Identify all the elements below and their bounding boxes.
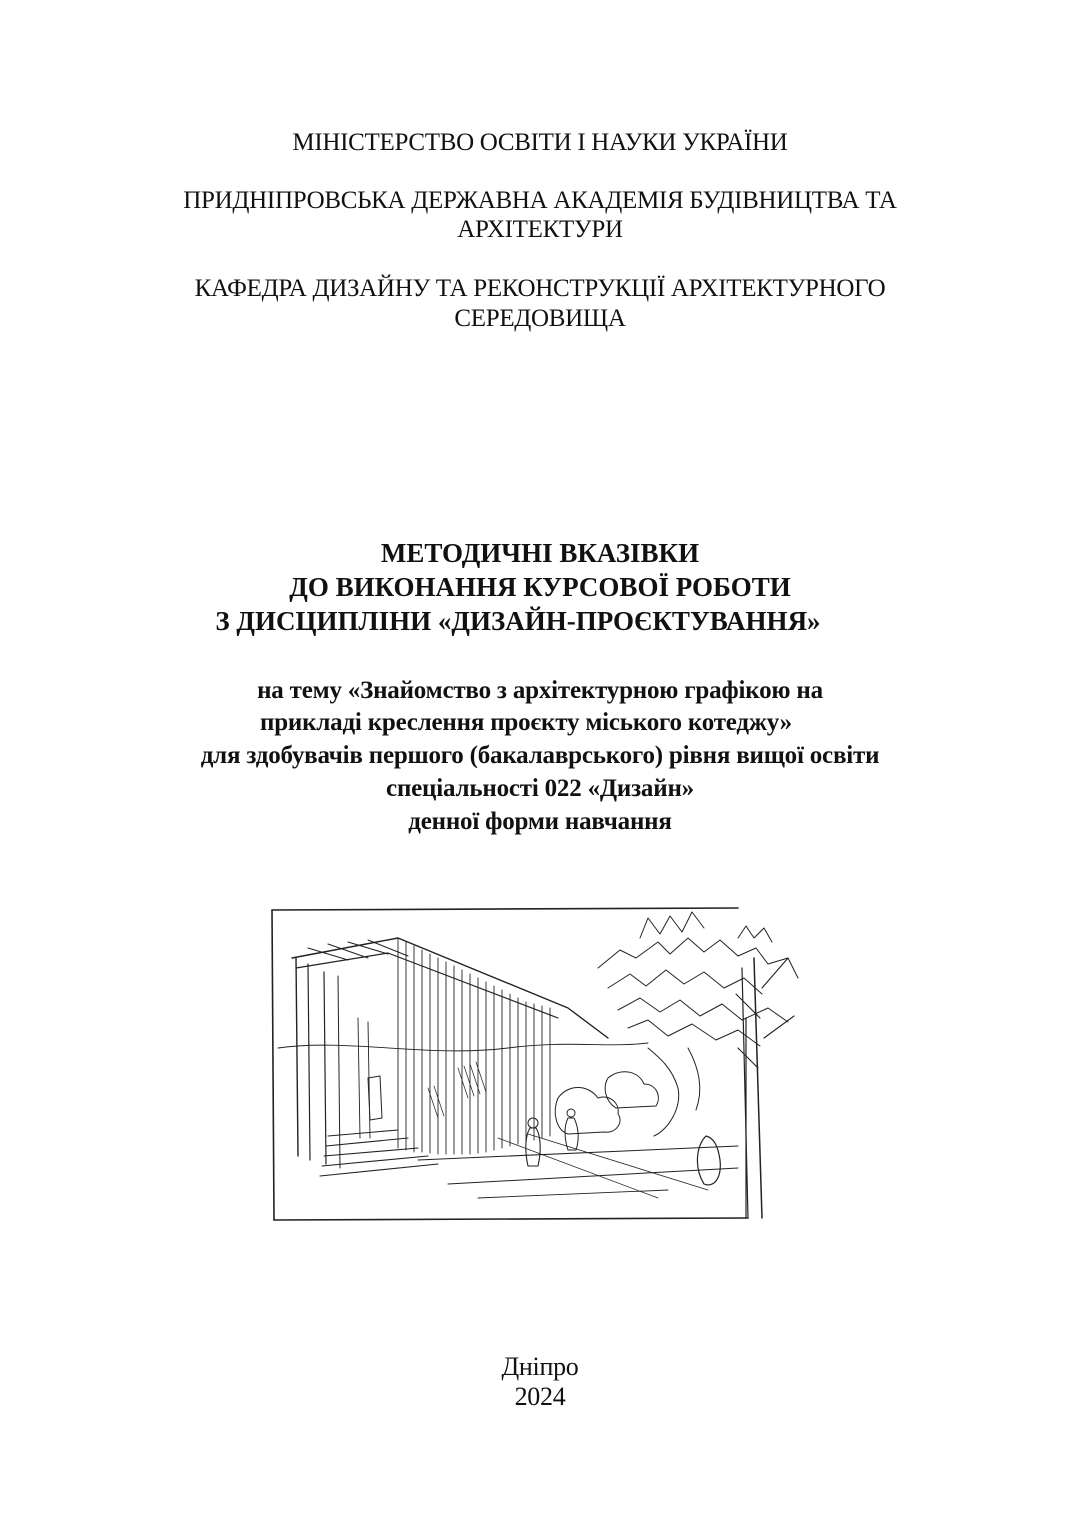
topic-line-2: прикладі креслення проєкту міського котеджу» [260, 709, 792, 736]
specialty-line: спеціальності 022 «Дизайн» [386, 775, 694, 802]
architectural-sketch-illustration [268, 898, 814, 1226]
study-form-line: денної форми навчання [408, 808, 672, 835]
department-name-line-1: КАФЕДРА ДИЗАЙНУ ТА РЕКОНСТРУКЦІЇ АРХІТЕКТУРНОГО [194, 275, 886, 302]
document-title-line-1: МЕТОДИЧНІ ВКАЗІВКИ [380, 538, 700, 568]
city: Дніпро [501, 1352, 579, 1381]
academy-name-line-2: АРХІТЕКТУРИ [457, 216, 623, 243]
academy-name-line-1: ПРИДНІПРОВСЬКА ДЕРЖАВНА АКАДЕМІЯ БУДІВНИЦТВА ТА [183, 187, 897, 214]
topic-line-1: на тему «Знайомство з архітектурною графікою на [257, 677, 823, 704]
document-title-line-2: ДО ВИКОНАННЯ КУРСОВОЇ РОБОТИ [289, 572, 791, 602]
department-name-line-2: СЕРЕДОВИЩА [454, 305, 626, 332]
document-title-line-3: З ДИСЦИПЛІНИ «ДИЗАЙН-ПРОЄКТУВАННЯ» [215, 606, 821, 636]
audience-line: для здобувачів першого (бакалаврського) рівня вищої освіти [200, 742, 880, 769]
year: 2024 [514, 1382, 566, 1411]
ministry-name: МІНІСТЕРСТВО ОСВІТИ І НАУКИ УКРАЇНИ [292, 129, 788, 156]
